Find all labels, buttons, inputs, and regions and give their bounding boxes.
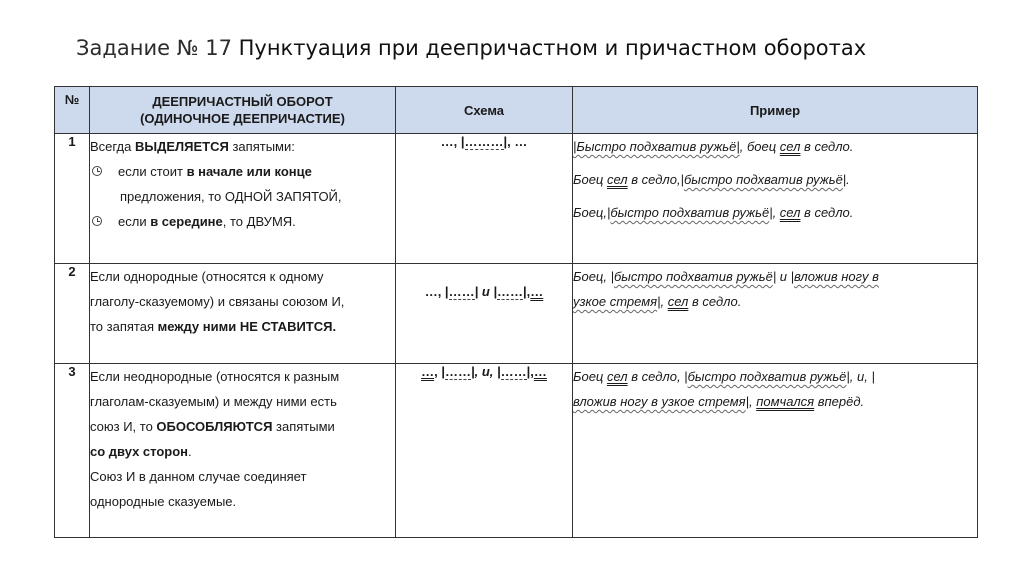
- rule-line: Всегда ВЫДЕЛЯЕТСЯ запятыми:: [90, 139, 295, 154]
- example-line: |Быстро подхватив ружьё|, боец сел в седло.: [573, 139, 854, 154]
- table-row: [55, 364, 978, 538]
- row-number: 2: [55, 264, 90, 364]
- scheme-cell: …, |………|, …: [396, 134, 573, 264]
- clock-bullet-icon: [92, 216, 102, 226]
- title-prefix: Задание № 17: [76, 36, 239, 60]
- title-main: Пунктуация при деепричастном и причастном оборотах: [238, 36, 867, 60]
- clock-bullet-icon: [92, 166, 102, 176]
- slide-title: [76, 36, 866, 60]
- header-rule-line2: (ОДИНОЧНОЕ ДЕЕПРИЧАСТИЕ): [140, 111, 345, 126]
- example-line: Боец сел в седло,|быстро подхватив ружьё|.: [573, 172, 850, 187]
- table-row: [55, 134, 978, 264]
- rule-cell: Если однородные (относятся к одному глаголу-сказуемому) и связаны союзом И, то запятая между ними НЕ СТАВИТСЯ.: [90, 264, 396, 364]
- header-num: №: [55, 87, 90, 134]
- bullet-continuation: предложения, то ОДНОЙ ЗАПЯТОЙ,: [120, 189, 342, 204]
- bullet-item: если стоит в начале или конце: [90, 159, 395, 184]
- header-rule: [90, 87, 396, 134]
- punctuation-table: [54, 86, 978, 538]
- header-scheme: Схема: [396, 87, 573, 134]
- rule-cell: [90, 134, 396, 264]
- header-example: Пример: [573, 87, 978, 134]
- table-row: [55, 264, 978, 364]
- table-header-row: [55, 87, 978, 134]
- scheme-cell: …, |……| и |……|,…: [396, 264, 573, 364]
- example-cell: Боец, |быстро подхватив ружьё| и |вложив ногу в узкое стремя|, сел в седло.: [573, 264, 978, 364]
- header-rule-line1: ДЕЕПРИЧАСТНЫЙ ОБОРОТ: [152, 94, 333, 109]
- example-cell: [573, 134, 978, 264]
- scheme-cell: …, |……|, и, |……|,…: [396, 364, 573, 538]
- row-number: 1: [55, 134, 90, 264]
- example-line: Боец,|быстро подхватив ружьё|, сел в седло.: [573, 205, 854, 220]
- example-cell: Боец сел в седло, |быстро подхватив ружьё|, и, | вложив ногу в узкое стремя|, помчался вперёд.: [573, 364, 978, 538]
- bullet-item: если в середине, то ДВУМЯ.: [90, 209, 395, 234]
- row-number: 3: [55, 364, 90, 538]
- rule-cell: Если неоднородные (относятся к разным глаголам-сказуемым) и между ними есть союз И, то ОБОСОБЛЯЮТСЯ запятыми со двух сторон. Союз И в данном случае соединяет однородные сказуемые.: [90, 364, 396, 538]
